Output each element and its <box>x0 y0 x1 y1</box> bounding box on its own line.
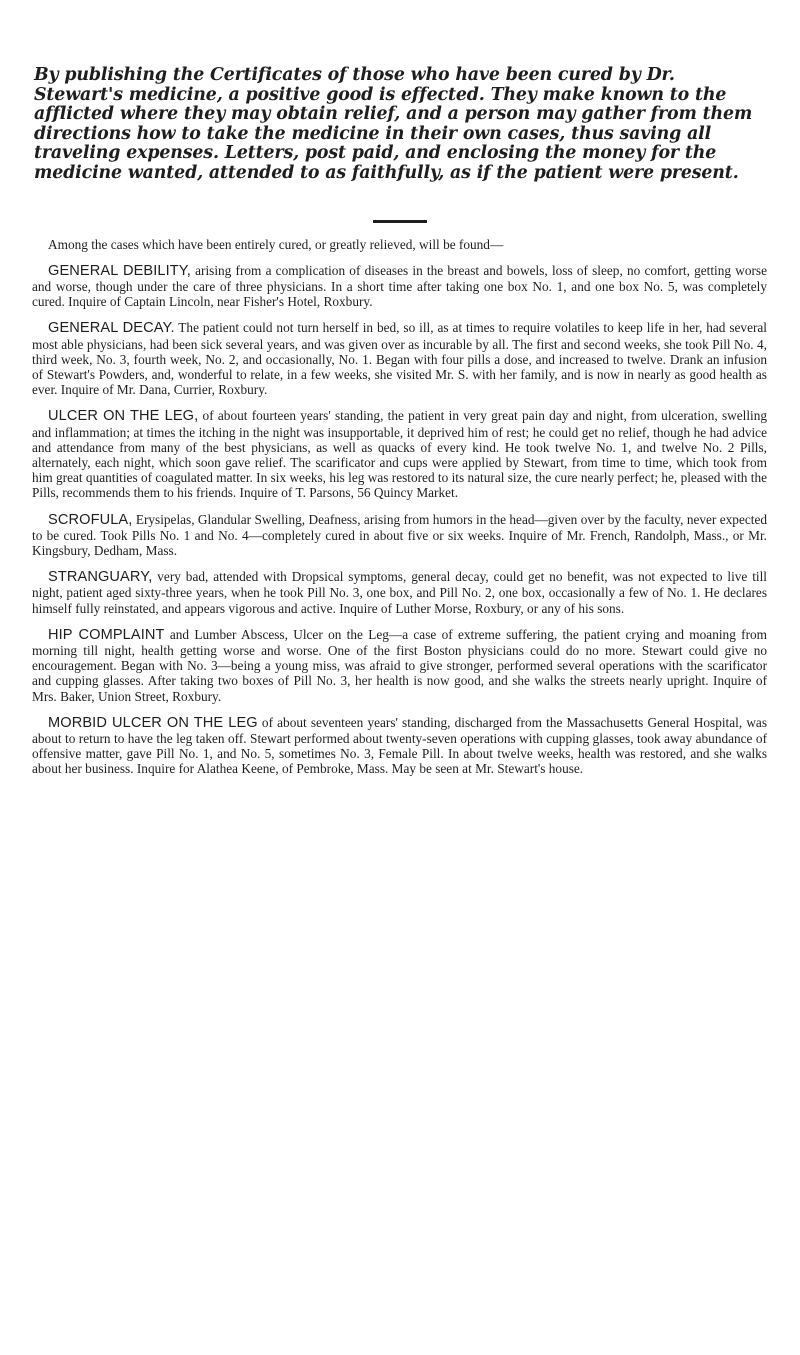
case-text: of about fourteen years' standing, the patient in very great pain day and night, from ulceration, swelling and inflammation; at times the itching in the night was insupportable, it deprived him of rest; he could get no relief, though he had advice and attendance from many of the best physicians, as well as quacks of every kind. He took twelve No. 1, and twelve No. 2 Pills, alternately, each night, which soon gave relief. The scarificator and cups were applied by Stewart, from time to time, which took from him great quantities of coagulated matter. In six weeks, his leg was restored to its natural size, the cure nearly perfect; he, pleased with the Pills, recommends them to his friends. Inquire of T. Parsons, 56 Quincy Market. <box>32 408 768 501</box>
case-text: arising from a complication of diseases in the breast and bowels, loss of sleep, no comfort, getting worse and worse, though under the care of three physicians. In a short time after taking one box No. 1, and one box No. 5, was completely cured. Inquire of Captain Lincoln, near Fisher's Hotel, Roxbury. <box>32 262 768 310</box>
cases-lead: Among the cases which have been entirely cured, or greatly relieved, will be found— <box>48 236 504 252</box>
case-text: The patient could not turn herself in bed, so ill, as at times to require volatiles to keep life in her, had several most able physicians, had been sick several years, and was given over as incurable by all. The first and second weeks, she took Pill No. 4, third week, No. 3, fourth week, No. 2, and occasionally, No. 1. Began with four pills a dose, and increased to twelve. Drank an infusion of Stewart's Powders, and, wonderful to relate, in a few weeks, she visited Mr. S. with her family, and is now in nearly as good health as ever. Inquire of Mr. Dana, Currier, Roxbury. <box>32 320 768 398</box>
case-heading: STRANGUARY, <box>48 569 153 586</box>
case-morbid-ulcer <box>32 715 767 777</box>
case-heading: ULCER ON THE LEG, <box>48 408 199 425</box>
case-heading: GENERAL DECAY. <box>48 320 175 337</box>
case-heading: MORBID ULCER ON THE LEG <box>48 714 258 731</box>
case-heading: GENERAL DEBILITY, <box>48 262 191 279</box>
case-general-decay <box>32 320 767 397</box>
case-ulcer-on-leg <box>32 408 767 500</box>
case-scrofula <box>32 512 767 559</box>
case-text: very bad, attended with Dropsical symptoms, general decay, could get no benefit, was not expected to live till night, patient aged sixty-three years, when he took Pill No. 3, one box, and Pill No. 2, one box, occasionally a few of No. 1. He declares himself fully reinstated, and appears vigorous and active. Inquire of Luther Morse, Roxbury, or any of his sons. <box>32 569 767 616</box>
case-text: Erysipelas, Glandular Swelling, Deafness, arising from humors in the head—given over by the faculty, never expected to be cured. Took Pills No. 1 and No. 4—completely cured in about five or six weeks. Inquire of Mr. French, Randolph, Mass., or Mr. Kingsbury, Dedham, Mass. <box>32 511 767 559</box>
case-heading: SCROFULA, <box>48 511 133 528</box>
case-general-debility <box>32 263 767 310</box>
document-page <box>32 66 767 777</box>
case-heading: HIP COMPLAINT <box>48 626 165 643</box>
case-text: and Lumber Abscess, Ulcer on the Leg—a case of extreme suffering, the patient crying and moaning from morning till night, health getting worse and worse. One of the first Boston physicians could do no more. Stewart could give no encouragement. Began with No. 3—being a young miss, was afraid to give stronger, performed several operations with the scarificator and cupping glasses. After taking two boxes of Pill No. 3, her health is now good, and she walks the streets nearly upright. Inquire of Mrs. Baker, Union Street, Roxbury. <box>32 626 767 704</box>
case-stranguary <box>32 569 767 616</box>
intro-paragraph: By publishing the Certificates of those who have been cured by Dr. Stewart's medicine, a positive good is effected. They make known to the afflicted where they may obtain relief, and a person may gather from them directions how to take the medicine in their own cases, thus saving all traveling expenses. Letters, post paid, and enclosing the money for the medicine wanted, attended to as faithfully, as if the patient were present. <box>34 65 753 183</box>
case-text: of about seventeen years' standing, discharged from the Massachusetts General Hospital, was about to return to have the leg taken off. Stewart performed about twenty-seven operations with cupping glasses, took away abundance of offensive matter, gave Pill No. 1, and No. 5, sometimes No. 3, Female Pill. In about twelve weeks, health was restored, and she walks about her business. Inquire for Alathea Keene, of Pembroke, Mass. May be seen at Mr. Stewart's house. <box>32 714 767 777</box>
section-divider <box>373 220 427 223</box>
case-hip-complaint <box>32 627 767 704</box>
